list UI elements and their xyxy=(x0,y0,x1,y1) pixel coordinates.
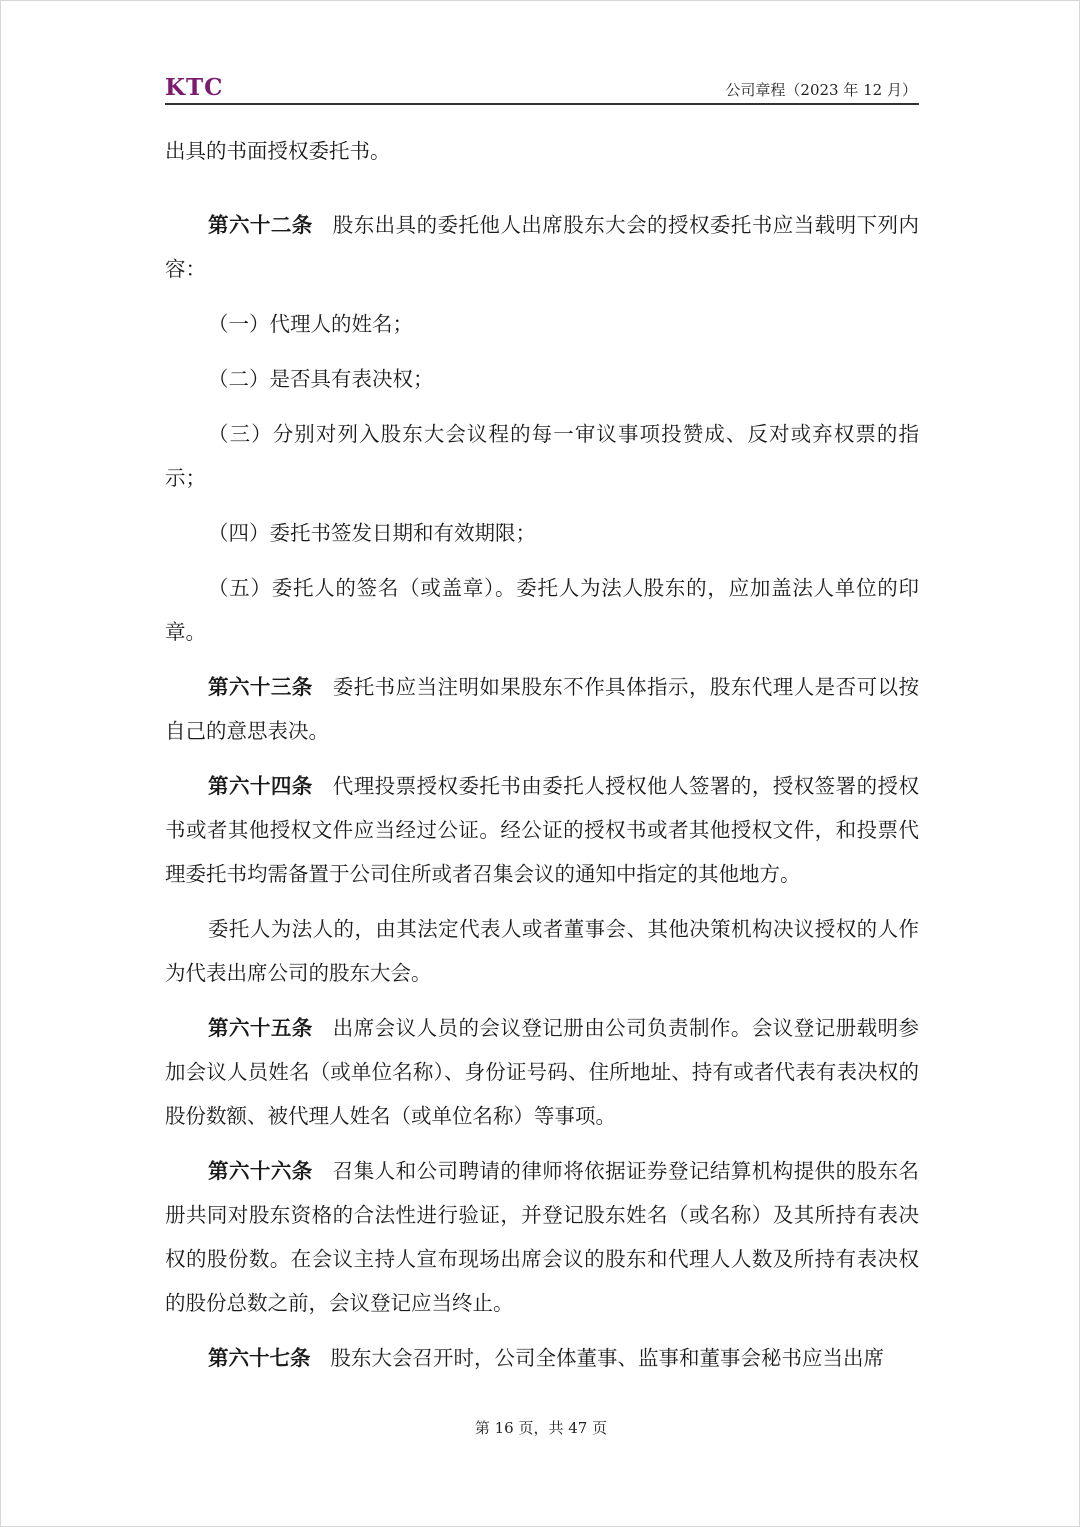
list-item: （五）委托人的签名（或盖章）。委托人为法人股东的，应加盖法人单位的印章。 xyxy=(165,576,919,644)
article-63 xyxy=(165,665,919,753)
article-66 xyxy=(165,1149,919,1325)
article-65-label: 第六十五条 xyxy=(208,1016,313,1040)
article-66-label: 第六十六条 xyxy=(208,1159,313,1183)
article-62-text: 股东出具的委托他人出席股东大会的授权委托书应当载明下列内容： xyxy=(165,213,919,281)
article-63-text: 委托书应当注明如果股东不作具体指示，股东代理人是否可以按自己的意思表决。 xyxy=(165,675,919,743)
article-64-text: 代理投票授权委托书由委托人授权他人签署的，授权签署的授权书或者其他授权文件应当经过公证。经公证的授权书或者其他授权文件，和投票代理委托书均需备置于公司住所或者召集会议的通知中指定的其他地方。 xyxy=(165,774,919,886)
article-64 xyxy=(165,764,919,896)
list-item: （二）是否具有表决权； xyxy=(208,367,434,391)
article-67-text: 股东大会召开时，公司全体董事、监事和董事会秘书应当出席 xyxy=(330,1346,884,1370)
page-footer: 第 16 页，共 47 页 xyxy=(474,1419,608,1437)
article-65 xyxy=(165,1006,919,1138)
paragraph-continuation: 出具的书面授权委托书。 xyxy=(165,139,391,163)
article-62-label: 第六十二条 xyxy=(208,213,313,237)
list-item: （四）委托书签发日期和有效期限； xyxy=(208,521,536,545)
document-title: 公司章程（2023 年 12 月） xyxy=(725,81,917,99)
article-67-label: 第六十七条 xyxy=(208,1346,311,1370)
document-body xyxy=(165,129,919,1380)
article-65-text: 出席会议人员的会议登记册由公司负责制作。会议登记册载明参加会议人员姓名（或单位名称）、身份证号码、住所地址、持有或者代表有表决权的股份数额、被代理人姓名（或单位名称）等事项。 xyxy=(165,1016,919,1128)
article-66-text: 召集人和公司聘请的律师将依据证券登记结算机构提供的股东名册共同对股东资格的合法性进行验证，并登记股东姓名（或名称）及其所持有表决权的股份数。在会议主持人宣布现场出席会议的股东和代理人人数及所持有表决权的股份总数之前，会议登记应当终止。 xyxy=(165,1159,919,1315)
list-item: （三）分别对列入股东大会议程的每一审议事项投赞成、反对或弃权票的指示； xyxy=(165,422,919,490)
page-header xyxy=(165,73,919,105)
article-62 xyxy=(165,203,919,291)
article-63-label: 第六十三条 xyxy=(208,675,313,699)
article-64-paragraph-2: 委托人为法人的，由其法定代表人或者董事会、其他决策机构决议授权的人作为代表出席公司的股东大会。 xyxy=(165,917,919,985)
list-item: （一）代理人的姓名； xyxy=(208,312,413,336)
article-67 xyxy=(165,1336,919,1380)
article-64-label: 第六十四条 xyxy=(208,774,313,798)
company-logo: KTC xyxy=(165,74,224,101)
